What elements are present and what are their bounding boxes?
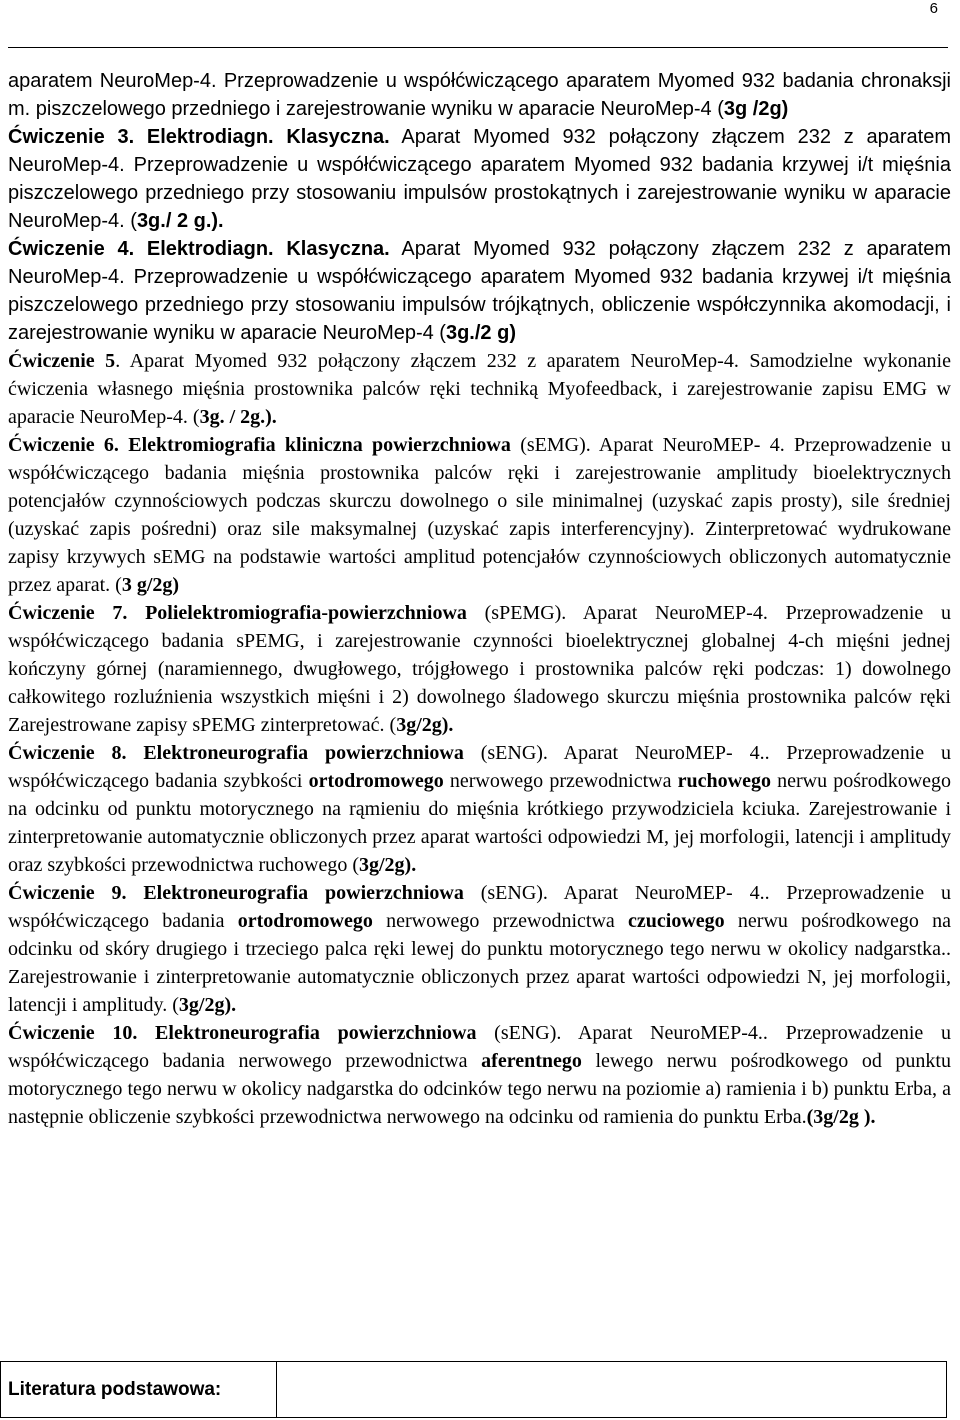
body-text: (sPEMG). Aparat NeuroMEP-4. Przeprowadzenie u współćwiczącego badania sPEMG, i zarejestrowanie czynności bioelektrycznej globalnej 4-ch mięśni jednej kończyny górnej (naramiennego, dwugłowego, trójgłowego i prostownika palców ręki podczas: 1) dowolnego całkowitego rozluźnienia wszystkich mięśni i 2) dowolnego śladowego skurczu mięśnia prostownika palców ręki Zarejestrowane zapisy sPEMG zinterpretować. ( — [8, 602, 952, 736]
exercise-paragraph — [8, 123, 951, 235]
header-rule — [8, 47, 948, 48]
exercise-paragraph — [8, 235, 951, 347]
body-text: nerwu pośrodkowego na odcinku od skóry drugiego i trzeciego palca ręki lewej do punktu motorycznego tego nerwu w okolicy nadgarstka.. Zarejestrowanie i zinterpretowanie automatycznie obliczonych przez aparat wartości odpowiedzi N, jej morfologii, latencji i amplitudy. ( — [8, 910, 951, 1016]
exercise-paragraph — [8, 431, 951, 599]
page-number: 6 — [929, 0, 938, 17]
bold-text: 3g./ 2 g.). — [136, 210, 224, 232]
body-text: lewego nerwu pośrodkowego od punktu motorycznego tego nerwu w okolicy nadgarstka do odcinków tego nerwu na poziomie a) ramienia i b) punktu Erba, a następnie obliczenie szybkości przewodnictwa nerwowego na odcinku od ramienia do punktu Erba. — [8, 1050, 951, 1128]
exercise-paragraph — [8, 347, 951, 431]
body-text: (sENG). Aparat NeuroMEP- 4.. Przeprowadzenie u współćwiczącego badania szybkości — [8, 742, 951, 792]
body-text: (sENG). Aparat NeuroMEP- 4.. Przeprowadzenie u współćwiczącego badania — [8, 882, 951, 932]
bold-text: Ćwiczenie 6. Elektromiografia kliniczna powierzchniowa — [8, 434, 511, 456]
exercise-paragraph — [8, 739, 951, 879]
bold-text: ruchowego — [677, 770, 771, 792]
bold-text: Ćwiczenie 8. Elektroneurografia powierzchniowa — [8, 742, 464, 764]
bold-text: ortodromowego — [237, 910, 373, 932]
bold-text: 3g. / 2g.). — [199, 406, 277, 428]
bold-text: Ćwiczenie 3. Elektrodiagn. Klasyczna. — [8, 126, 390, 148]
literature-row — [1, 1362, 947, 1418]
literature-label: Literatura podstawowa: — [1, 1362, 277, 1418]
body-text: nerwowego przewodnictwa — [443, 770, 678, 792]
bold-text: 3g /2g) — [723, 98, 789, 120]
body-text: aparatem NeuroMep-4. Przeprowadzenie u współćwiczącego aparatem Myomed 932 badania chronaksji m. piszczelowego przedniego i zarejestrowanie wyniku w aparacie NeuroMep-4 ( — [8, 70, 951, 120]
document-body — [8, 67, 951, 1131]
body-text: Aparat Myomed 932 połączony złączem 232 z aparatem NeuroMep-4. Przeprowadzenie u współćwiczącego aparatem Myomed 932 badania krzywej i/t mięśnia piszczelowego przedniego przy stosowaniu impulsów prostokątnych i zarejestrowanie wyniku w aparacie NeuroMep-4. ( — [8, 126, 951, 232]
exercise-paragraph — [8, 599, 951, 739]
body-text: nerwu pośrodkowego na odcinku od punktu motorycznego na rąmieniu do mięśnia krótkiego przywodziciela kciuka. Zarejestrowanie i zinterpretowanie automatycznie obliczonych przez aparat wartości odpowiedzi M, jej morfologii, latencji i amplitudy oraz szybkości przewodnictwa ruchowego ( — [8, 770, 952, 876]
bold-text: 3g/2g). — [358, 854, 417, 876]
bold-text: (3g/2g ). — [806, 1106, 876, 1128]
bold-text: Ćwiczenie 5 — [8, 350, 116, 372]
bold-text: Ćwiczenie 7. Polielektromiografia-powierzchniowa — [8, 602, 467, 624]
bold-text: Ćwiczenie 9. Elektroneurografia powierzchniowa — [8, 882, 464, 904]
body-text: nerwowego przewodnictwa — [372, 910, 629, 932]
literature-value — [277, 1362, 947, 1418]
bold-text: 3g/2g). — [396, 714, 454, 736]
body-text: (sEMG). Aparat NeuroMEP- 4. Przeprowadzenie u współćwiczącego badania mięśnia prostownika palców ręki i zarejestrowanie amplitudy bioelektrycznych potencjałów czynnościowych podczas skurczu dowolnego o sile minimalnej (uzyskać zapis prosty), sile średniej (uzyskać zapis pośredni) oraz sile maksymalnej (uzyskać zapis interferencyjny). Zinterpretować wydrukowane zapisy krzywych sEMG na podstawie wartości amplitud potencjałów czynnościowych obliczonych automatycznie przez aparat. ( — [8, 434, 952, 596]
bold-text: 3g./2 g) — [445, 322, 516, 344]
bold-text: czuciowego — [628, 910, 725, 932]
exercise-paragraph — [8, 879, 951, 1019]
literature-table — [0, 1361, 947, 1418]
body-text: (sENG). Aparat NeuroMEP-4.. Przeprowadzenie u współćwiczącego badania nerwowego przewodnictwa — [8, 1022, 951, 1072]
bold-text: 3g/2g). — [178, 994, 237, 1016]
bold-text: aferentnego — [481, 1050, 582, 1072]
body-text: Aparat Myomed 932 połączony złączem 232 z aparatem NeuroMep-4. Przeprowadzenie u współćwiczącego aparatem Myomed 932 badania krzywej i/t mięśnia piszczelowego przedniego przy stosowaniu impulsów trójkątnych, obliczenie współczynnika akomodacji, i zarejestrowanie wyniku w aparacie NeuroMep-4 ( — [8, 238, 951, 344]
bold-text: Ćwiczenie 10. Elektroneurografia powierzchniowa — [8, 1022, 477, 1044]
bold-text: Ćwiczenie 4. Elektrodiagn. Klasyczna. — [8, 238, 390, 260]
bold-text: ortodromowego — [308, 770, 444, 792]
bold-text: 3 g/2g) — [121, 574, 180, 596]
exercise-paragraph — [8, 1019, 951, 1131]
exercise-paragraph — [8, 67, 951, 123]
body-text: . Aparat Myomed 932 połączony złączem 232 z aparatem NeuroMep-4. Samodzielne wykonanie ćwiczenia własnego mięśnia prostownika palców ręki techniką Myofeedback, i zarejestrowanie zapisu EMG w aparacie NeuroMep-4. ( — [8, 350, 951, 428]
